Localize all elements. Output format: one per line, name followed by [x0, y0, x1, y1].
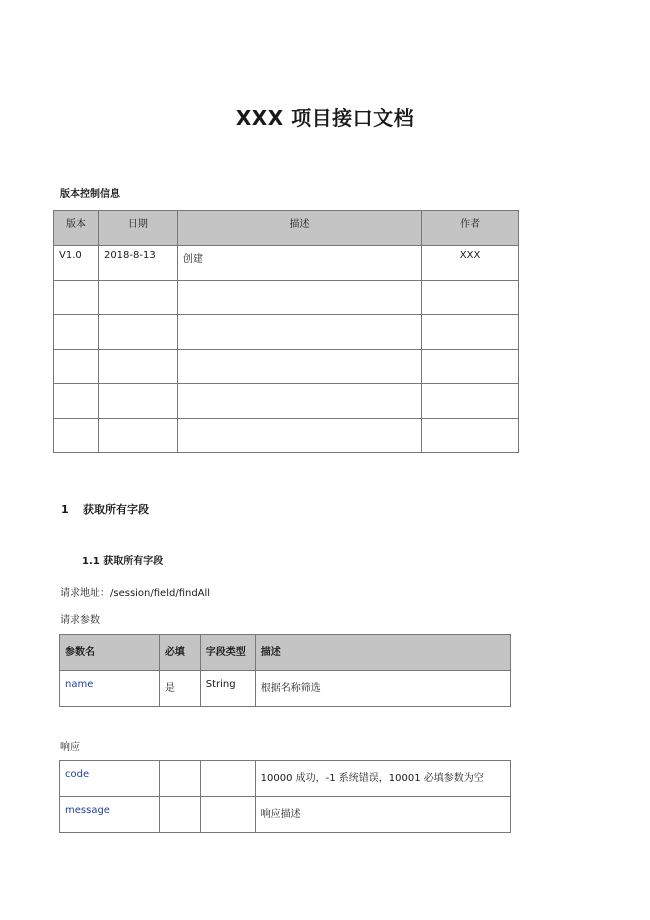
table-cell: 是	[159, 671, 200, 707]
table-cell: 10000 成功，-1 系统错误，10001 必填参数为空	[255, 761, 510, 797]
table-header-row	[54, 211, 519, 246]
table-row	[54, 280, 519, 315]
table-cell	[54, 349, 99, 384]
table-cell: V1.0	[54, 246, 99, 281]
table-cell: code	[60, 761, 160, 797]
table-cell	[422, 384, 519, 419]
table-row	[54, 384, 519, 419]
version-control-table	[53, 210, 519, 453]
table-header-row	[60, 635, 511, 671]
table-cell	[98, 418, 177, 453]
section-number: 1	[61, 503, 69, 516]
table-cell	[200, 761, 255, 797]
column-header-version: 版本	[54, 211, 99, 246]
table-cell	[177, 349, 421, 384]
table-cell	[159, 797, 200, 833]
table-cell: 2018-8-13	[98, 246, 177, 281]
table-cell	[54, 384, 99, 419]
table-cell	[98, 384, 177, 419]
table-cell	[422, 315, 519, 350]
response-table	[59, 760, 511, 833]
table-cell: XXX	[422, 246, 519, 281]
table-cell	[98, 315, 177, 350]
section-heading	[61, 501, 149, 517]
table-row	[60, 797, 511, 833]
table-cell	[159, 761, 200, 797]
table-cell: 创建	[177, 246, 421, 281]
column-header-date: 日期	[98, 211, 177, 246]
table-cell	[422, 349, 519, 384]
request-params-heading: 请求参数	[60, 615, 100, 626]
table-cell	[177, 280, 421, 315]
table-cell	[422, 418, 519, 453]
table-cell	[98, 349, 177, 384]
document-title: XXX 项目接口文档	[235, 106, 415, 130]
table-cell	[200, 797, 255, 833]
table-cell	[54, 315, 99, 350]
table-row	[54, 315, 519, 350]
table-cell: name	[60, 671, 160, 707]
table-cell	[177, 315, 421, 350]
request-url: 请求地址：/session/field/findAll	[60, 588, 211, 599]
table-cell: String	[200, 671, 255, 707]
subsection-heading: 1.1 获取所有字段	[82, 556, 164, 567]
request-params-table	[59, 634, 511, 707]
column-header-field-type: 字段类型	[200, 635, 255, 671]
table-cell	[98, 280, 177, 315]
table-row	[60, 671, 511, 707]
column-header-author: 作者	[422, 211, 519, 246]
table-cell	[54, 418, 99, 453]
table-row	[60, 761, 511, 797]
column-header-required: 必填	[159, 635, 200, 671]
table-cell	[422, 280, 519, 315]
table-cell	[177, 384, 421, 419]
table-cell: message	[60, 797, 160, 833]
table-cell: 根据名称筛选	[255, 671, 510, 707]
table-cell	[177, 418, 421, 453]
column-header-description: 描述	[255, 635, 510, 671]
table-row	[54, 349, 519, 384]
version-control-heading: 版本控制信息	[60, 189, 120, 200]
response-heading: 响应	[60, 742, 80, 753]
column-header-param-name: 参数名	[60, 635, 160, 671]
column-header-description: 描述	[177, 211, 421, 246]
table-row	[54, 246, 519, 281]
table-row	[54, 418, 519, 453]
section-title: 获取所有字段	[83, 503, 149, 516]
table-cell: 响应描述	[255, 797, 510, 833]
table-cell	[54, 280, 99, 315]
